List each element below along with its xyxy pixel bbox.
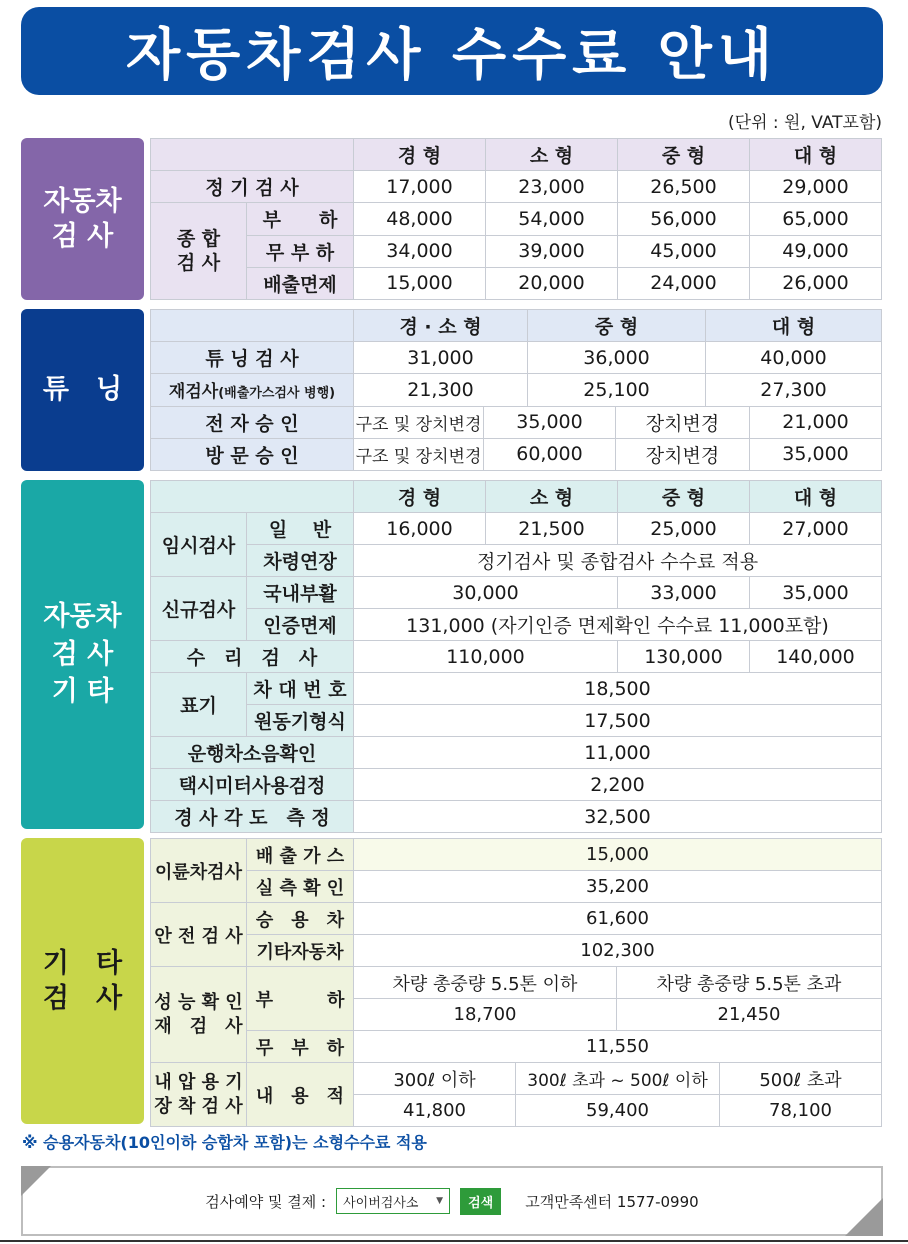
col-header: 경 · 소 형 (354, 310, 528, 342)
fee-cell: 32,500 (354, 801, 882, 833)
fee-cell: 110,000 (354, 641, 618, 673)
inspection-center-select[interactable] (336, 1188, 450, 1214)
fee-cell: 56,000 (618, 203, 750, 235)
row-label: 부 하 (247, 203, 354, 235)
group-label-marking: 표기 (151, 673, 247, 737)
group-label-comprehensive: 종 합 검 사 (151, 203, 247, 300)
fee-cell: 21,500 (486, 513, 618, 545)
section-label-car-inspection: 자동차 검 사 (21, 138, 144, 300)
col-header: 500ℓ 초과 (720, 1063, 882, 1095)
fee-cell: 17,000 (354, 171, 486, 203)
group-label-temporary: 임시검사 (151, 513, 247, 577)
fee-cell: 35,200 (354, 871, 882, 903)
header-blank (151, 139, 354, 171)
fee-cell: 17,500 (354, 705, 882, 737)
fee-cell: 21,450 (617, 999, 882, 1031)
footnote: ※ 승용자동차(10인이하 승합차 포함)는 소형수수료 적용 (22, 1133, 427, 1152)
row-label: 승 용 차 (247, 903, 354, 935)
fee-text-cell: 정기검사 및 종합검사 수수료 적용 (354, 545, 882, 577)
structure-change-label: 구조 및 장치변경 (354, 438, 484, 470)
fee-cell: 30,000 (354, 577, 618, 609)
row-label: 배 출 가 스 (247, 839, 354, 871)
row-label: 무 부 하 (247, 235, 354, 267)
col-header: 소 형 (486, 139, 618, 171)
fee-cell: 24,000 (618, 267, 750, 299)
fee-cell: 11,550 (354, 1031, 882, 1063)
group-label-safety: 안 전 검 사 (151, 903, 247, 967)
row-label-periodic: 정 기 검 사 (151, 171, 354, 203)
row-label-repair: 수 리 검 사 (151, 641, 354, 673)
fee-cell: 49,000 (750, 235, 882, 267)
reservation-bar (21, 1166, 883, 1236)
fee-cell: 18,700 (354, 999, 617, 1031)
page-title: 자동차검사 수수료 안내 (126, 23, 778, 88)
reservation-label: 검사예약 및 결제 : (205, 1192, 327, 1211)
device-change-label: 장치변경 (616, 406, 750, 438)
col-header: 차량 총중량 5.5톤 초과 (617, 967, 882, 999)
row-label: 택시미터사용검정 (151, 769, 354, 801)
fee-cell: 48,000 (354, 203, 486, 235)
device-change-label: 장치변경 (616, 438, 750, 470)
other-car-inspection-table (150, 480, 882, 833)
row-label: 내 용 적 (247, 1063, 354, 1127)
col-header: 중 형 (618, 481, 750, 513)
fee-cell: 33,000 (618, 577, 750, 609)
col-header: 차량 총중량 5.5톤 이하 (354, 967, 617, 999)
fee-cell: 54,000 (486, 203, 618, 235)
structure-change-label: 구조 및 장치변경 (354, 406, 484, 438)
fee-cell: 61,600 (354, 903, 882, 935)
fee-cell: 45,000 (618, 235, 750, 267)
fee-cell: 2,200 (354, 769, 882, 801)
select-value: 사이버검사소 (343, 1195, 419, 1211)
fee-cell: 27,300 (706, 374, 882, 406)
col-header: 중 형 (528, 310, 706, 342)
fee-cell: 21,000 (750, 406, 882, 438)
col-header: 300ℓ 이하 (354, 1063, 516, 1095)
row-label: 기타자동차 (247, 935, 354, 967)
fee-cell: 15,000 (354, 839, 882, 871)
tuning-table (150, 309, 882, 471)
fee-cell: 15,000 (354, 267, 486, 299)
fee-cell: 35,000 (750, 577, 882, 609)
fee-cell: 65,000 (750, 203, 882, 235)
fee-cell: 11,000 (354, 737, 882, 769)
fee-cell: 26,500 (618, 171, 750, 203)
row-label: 일 반 (247, 513, 354, 545)
group-label-two-wheel: 이륜차검사 (151, 839, 247, 903)
section-label-tuning: 튜 닝 (21, 309, 144, 471)
section-label-other-inspection: 기 타 검 사 (21, 838, 144, 1124)
col-header: 소 형 (486, 481, 618, 513)
fee-cell: 35,000 (484, 406, 616, 438)
row-label: 차령연장 (247, 545, 354, 577)
row-label: 배출면제 (247, 267, 354, 299)
reinspect-main: 재검사 (168, 382, 219, 403)
fee-cell: 102,300 (354, 935, 882, 967)
bottom-divider (0, 1240, 908, 1242)
fee-cell: 23,000 (486, 171, 618, 203)
fee-cell: 140,000 (750, 641, 882, 673)
group-label-pressure-vessel: 내 압 용 기 장 착 검 사 (151, 1063, 247, 1127)
fee-cell: 41,800 (354, 1095, 516, 1127)
fee-cell: 21,300 (354, 374, 528, 406)
row-label-e-approval: 전 자 승 인 (151, 406, 354, 438)
fee-cell: 25,100 (528, 374, 706, 406)
header-blank (151, 310, 354, 342)
fee-cell: 20,000 (486, 267, 618, 299)
fee-cell: 25,000 (618, 513, 750, 545)
row-label-reinspect (151, 374, 354, 406)
search-button[interactable]: 검색 (460, 1188, 501, 1215)
col-header: 경 형 (354, 481, 486, 513)
customer-center-text: 고객만족센터 1577-0990 (525, 1192, 699, 1211)
fee-cell: 59,400 (516, 1095, 720, 1127)
fee-cell: 60,000 (484, 438, 616, 470)
reinspect-sub: (배출가스검사 병행) (218, 386, 336, 402)
row-label: 운행차소음확인 (151, 737, 354, 769)
group-label-performance: 성 능 확 인 재 검 사 (151, 967, 247, 1063)
row-label: 인증면제 (247, 609, 354, 641)
car-inspection-table (150, 138, 882, 300)
row-label: 실 측 확 인 (247, 871, 354, 903)
fee-cell: 16,000 (354, 513, 486, 545)
fee-cell: 36,000 (528, 342, 706, 374)
section-label-other-car-inspection: 자동차 검 사 기 타 (21, 480, 144, 829)
row-label: 무 부 하 (247, 1031, 354, 1063)
fee-cell: 130,000 (618, 641, 750, 673)
fee-cell: 27,000 (750, 513, 882, 545)
fee-cell: 78,100 (720, 1095, 882, 1127)
fee-cell: 35,000 (750, 438, 882, 470)
col-header: 300ℓ 초과 ~ 500ℓ 이하 (516, 1063, 720, 1095)
row-label-tuning: 튜 닝 검 사 (151, 342, 354, 374)
fee-cell: 40,000 (706, 342, 882, 374)
fee-cell: 26,000 (750, 267, 882, 299)
corner-decoration (845, 1198, 883, 1236)
row-label: 차 대 번 호 (247, 673, 354, 705)
chevron-down-icon: ▼ (436, 1196, 444, 1206)
row-label: 경 사 각 도 측 정 (151, 801, 354, 833)
fee-cell: 18,500 (354, 673, 882, 705)
col-header: 대 형 (750, 139, 882, 171)
row-label: 원동기형식 (247, 705, 354, 737)
fee-cell: 31,000 (354, 342, 528, 374)
title-banner (21, 7, 883, 95)
fee-text-cell: 131,000 (자기인증 면제확인 수수료 11,000포함) (354, 609, 882, 641)
row-label-visit-approval: 방 문 승 인 (151, 438, 354, 470)
group-label-new-inspection: 신규검사 (151, 577, 247, 641)
fee-cell: 29,000 (750, 171, 882, 203)
row-label: 국내부활 (247, 577, 354, 609)
fee-cell: 34,000 (354, 235, 486, 267)
col-header: 대 형 (706, 310, 882, 342)
col-header: 경 형 (354, 139, 486, 171)
other-inspection-table (150, 838, 882, 1127)
corner-decoration (21, 1166, 51, 1196)
header-blank (151, 481, 354, 513)
col-header: 대 형 (750, 481, 882, 513)
unit-note: (단위 : 원, VAT포함) (728, 113, 882, 133)
fee-cell: 39,000 (486, 235, 618, 267)
row-label: 부 하 (247, 967, 354, 1031)
col-header: 중 형 (618, 139, 750, 171)
